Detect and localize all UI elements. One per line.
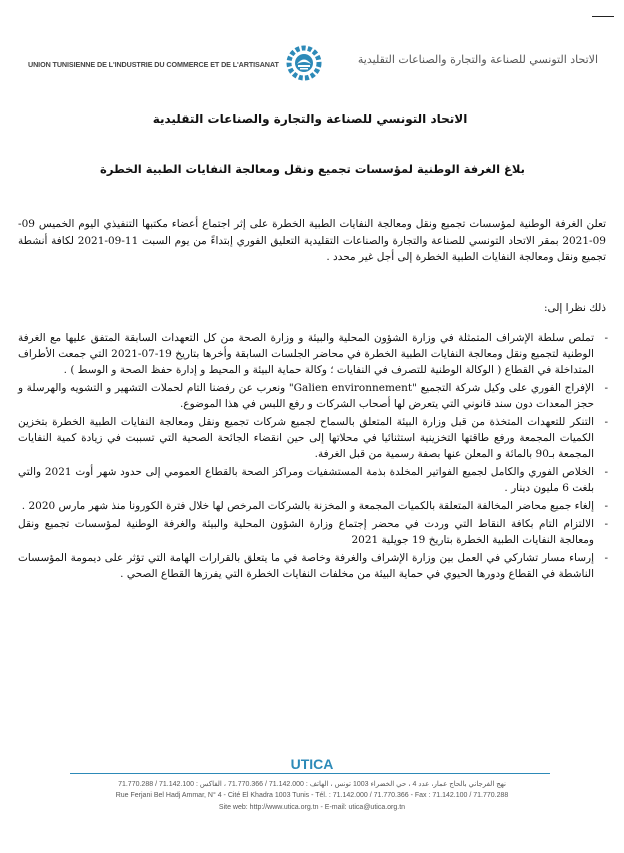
list-marker: -: [604, 416, 608, 428]
reasons-lead: ذلك نظرا إلى:: [543, 302, 606, 314]
organization-title: الاتحاد التونسي للصناعة والتجارة والصناعات التقليدية: [152, 112, 468, 126]
intro-paragraph: تعلن الغرفة الوطنية لمؤسسات تجميع ونقل ومعالجة النفايات الطبية الخطرة على إثر اجتماع أعضاء مكتبها التنفيذي اليوم الخميس 09-09-2021 بمقر الاتحاد التونسي للصناعة والتجارة والصناعات التقليدية التعليق الفوري إبتداءً من يوم السبت 11-09-2021 لكافة أنشطة تجميع ونقل ومعالجة النفايات الطبية الخطرة إلى أجل غير محدد .: [18, 218, 606, 263]
list-item-text: الإفراج الفوري على وكيل شركة التجميع "Galien environnement" ونعرب عن رفضنا التام لحملات التشهير و التشويه والهرسلة و حجز المعدات دون سند قانوني التي يتعرض لها أصحاب الشركات و رفع اللبس في هذا الموضوع.: [18, 382, 594, 410]
list-item: [18, 516, 608, 548]
list-marker: -: [604, 552, 608, 564]
list-item: [18, 550, 608, 582]
list-item-text: إرساء مسار تشاركي في العمل بين وزارة الإشراف والغرفة وخاصة في ما يتعلق بالقرارات الهامة التي تؤثر على ديمومة المؤسسات الناشطة في القطاع ودورها الحيوي في حماية البيئة من مخلفات النفايات الخطرة التي يفرزها القطاع الصحي .: [18, 552, 594, 580]
list-marker: -: [604, 466, 608, 478]
utica-gear-logo-icon: [283, 43, 325, 83]
list-item-text: التنكر للتعهدات المتخذة من قبل وزارة البيئة المتعلق بالسماح لجميع شركات تجميع ونقل ومعالجة النفايات الطبية الخطرة بتخزين الكميات المجمعة ورفع طاقتها التخزينية استثنائيا في محلاتها إلى حين انقضاء الجائحة الصحية التي تسببت في زيادة كمية النفايات المجمعة بـ90 بالمائة و المعلن عنها بصفة رسمية من قبل الغرفة.: [18, 416, 594, 460]
list-item-text: إلغاء جميع محاضر المخالفة المتعلقة بالكميات المجمعة و المخزنة بالشركات المرخص لها خلال فترة الكورونا منذ شهر مارس 2020 .: [21, 500, 594, 512]
list-item: [18, 498, 608, 514]
header-org-name-ar: الاتحاد التونسي للصناعة والتجارة والصناعات التقليدية: [357, 53, 598, 66]
list-item-text: الخلاص الفوري والكامل لجميع الفواتير المخلدة بذمة المستشفيات ومراكز الصحة بالقطاع العمومي إلى حدود شهر أوت 2021 والتي بلغت 6 مليون دينار .: [18, 466, 594, 494]
email-label: E-mail:: [324, 804, 347, 811]
header-org-name-fr: UNION TUNISIENNE DE L'INDUSTRIE DU COMMERCE ET DE L'ARTISANAT: [28, 60, 279, 69]
reasons-list: [18, 330, 608, 584]
list-marker: -: [604, 332, 608, 344]
email-link[interactable]: utica@utica.org.tn: [348, 804, 406, 811]
footer-brand: UTICA: [262, 756, 362, 772]
list-item-text: الالتزام التام بكافة النقاط التي وردت في محضر إجتماع وزارة الشؤون المحلية والبيئة والغرفة الوطنية لمؤسسات تجميع ونقل ومعالجة النفايات الطبية الخطرة بتاريخ 19 جويلية 2021: [18, 518, 594, 546]
list-item: [18, 380, 608, 412]
list-item: [18, 464, 608, 496]
footer-contact: [20, 804, 604, 811]
list-marker: -: [604, 500, 608, 512]
web-label: Site web:: [218, 804, 248, 811]
list-item: [18, 414, 608, 462]
top-edge-mark: [592, 16, 614, 17]
footer-divider: [70, 773, 550, 774]
list-marker: -: [604, 518, 608, 530]
list-marker: -: [604, 382, 608, 394]
footer-address-fr: Rue Ferjani Bel Hadj Ammar, N° 4 - Cité El Khadra 1003 Tunis - Tél. : 71.142.000 / 71.770.366 - Fax : 71.142.100 / 71.770.288: [115, 792, 509, 799]
footer-address-ar: نهج الفرجاني بالحاج عمار، عدد 4 ، حي الخضراء 1003 تونس ، الهاتف : 71.142.000 / 71.770.366 ، الفاكس : 71.142.100 / 71.770.288: [118, 781, 506, 788]
document-title: بلاغ الغرفة الوطنية لمؤسسات تجميع ونقل ومعالجة النفايات الطبية الخطرة: [100, 162, 525, 176]
contact-separator: -: [320, 804, 323, 811]
list-item-text: تملص سلطة الإشراف المتمثلة في وزارة الشؤون المحلية والبيئة و وزارة الصحة من كل التعهدات السابقة المتفق عليها مع الغرفة الوطنية لتجميع ونقل ومعالجة النفايات الطبية الخطرة في محاضر الجلسات السابقة وأخرها بتاريخ 19-07-2021 التي جمعت الأطراف المتداخلة في القطاع ( الوكالة الوطنية للتصرف في النفايات ؛ وكالة حماية البيئة و المحيط و إدارة حفظ الصحة و الوسط ) .: [18, 332, 594, 376]
list-item: [18, 330, 608, 378]
website-link[interactable]: http://www.utica.org.tn: [249, 804, 319, 811]
